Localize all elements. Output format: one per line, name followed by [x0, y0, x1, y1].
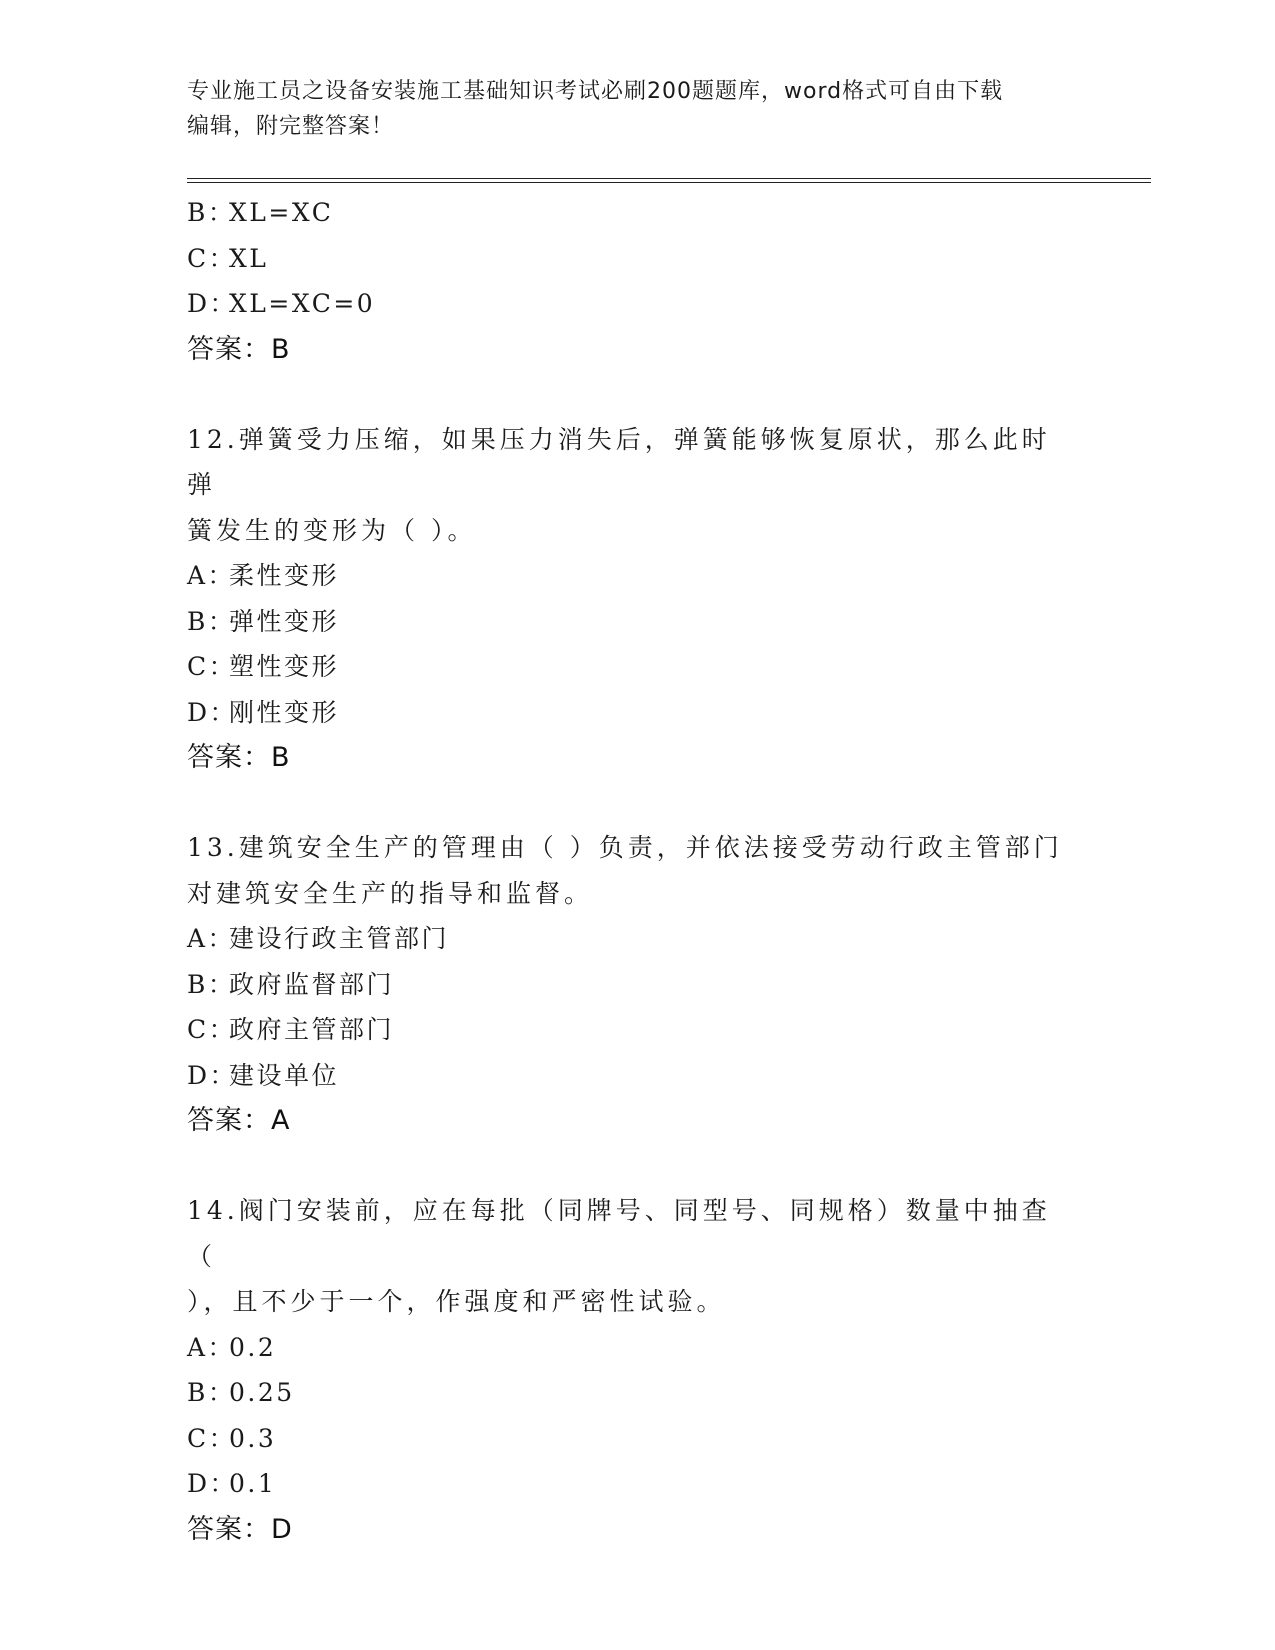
spacer — [187, 373, 1087, 417]
question-13-block — [187, 825, 1087, 1144]
question-11-block — [187, 190, 1087, 373]
question-12-block — [187, 417, 1087, 782]
question-14-block — [187, 1188, 1087, 1553]
document-header — [187, 74, 1087, 144]
option-a: A：建设行政主管部门 — [187, 924, 450, 953]
option-b: B：弹性变形 — [187, 606, 340, 636]
answer-label: 答案：B — [187, 742, 291, 773]
header-divider-top — [187, 178, 1151, 179]
option-b: B：0.25 — [187, 1378, 295, 1407]
question-text: 12.弹簧受力压缩，如果压力消失后，弹簧能够恢复原状，那么此时弹 簧发生的变形为（ ）。 — [187, 424, 1051, 545]
header-title-line2: 编辑，附完整答案！ — [187, 114, 395, 139]
header-divider-bottom — [187, 182, 1151, 183]
option-d: D：建设单位 — [187, 1060, 340, 1090]
option-a: A：柔性变形 — [187, 561, 340, 590]
option-d: D：XL=XC=0 — [187, 289, 376, 318]
spacer — [187, 781, 1087, 825]
option-c: C：政府主管部门 — [187, 1015, 395, 1044]
option-d: D：刚性变形 — [187, 697, 340, 727]
option-c: C：塑性变形 — [187, 652, 340, 681]
option-b: B：XL=XC — [187, 198, 334, 227]
question-list — [187, 190, 1087, 1553]
answer-label: 答案：A — [187, 1105, 291, 1136]
question-text: 14.阀门安装前，应在每批（同牌号、同型号、同规格）数量中抽查（ ），且不少于一个，作强度和严密性试验。 — [187, 1196, 1051, 1316]
option-a: A：0.2 — [187, 1332, 277, 1362]
header-title-line1: 专业施工员之设备安装施工基础知识考试必刷200题题库，word格式可自由下载 — [187, 79, 1004, 104]
option-d: D：0.1 — [187, 1469, 277, 1498]
option-c: C：0.3 — [187, 1423, 277, 1453]
question-text: 13.建筑安全生产的管理由（ ）负责，并依法接受劳动行政主管部门 对建筑安全生产的指导和监督。 — [187, 833, 1063, 908]
option-b: B：政府监督部门 — [187, 969, 395, 999]
spacer — [187, 1144, 1087, 1188]
answer-label: 答案：B — [187, 333, 291, 365]
answer-label: 答案：D — [187, 1513, 293, 1545]
option-c: C：XL — [187, 243, 269, 273]
